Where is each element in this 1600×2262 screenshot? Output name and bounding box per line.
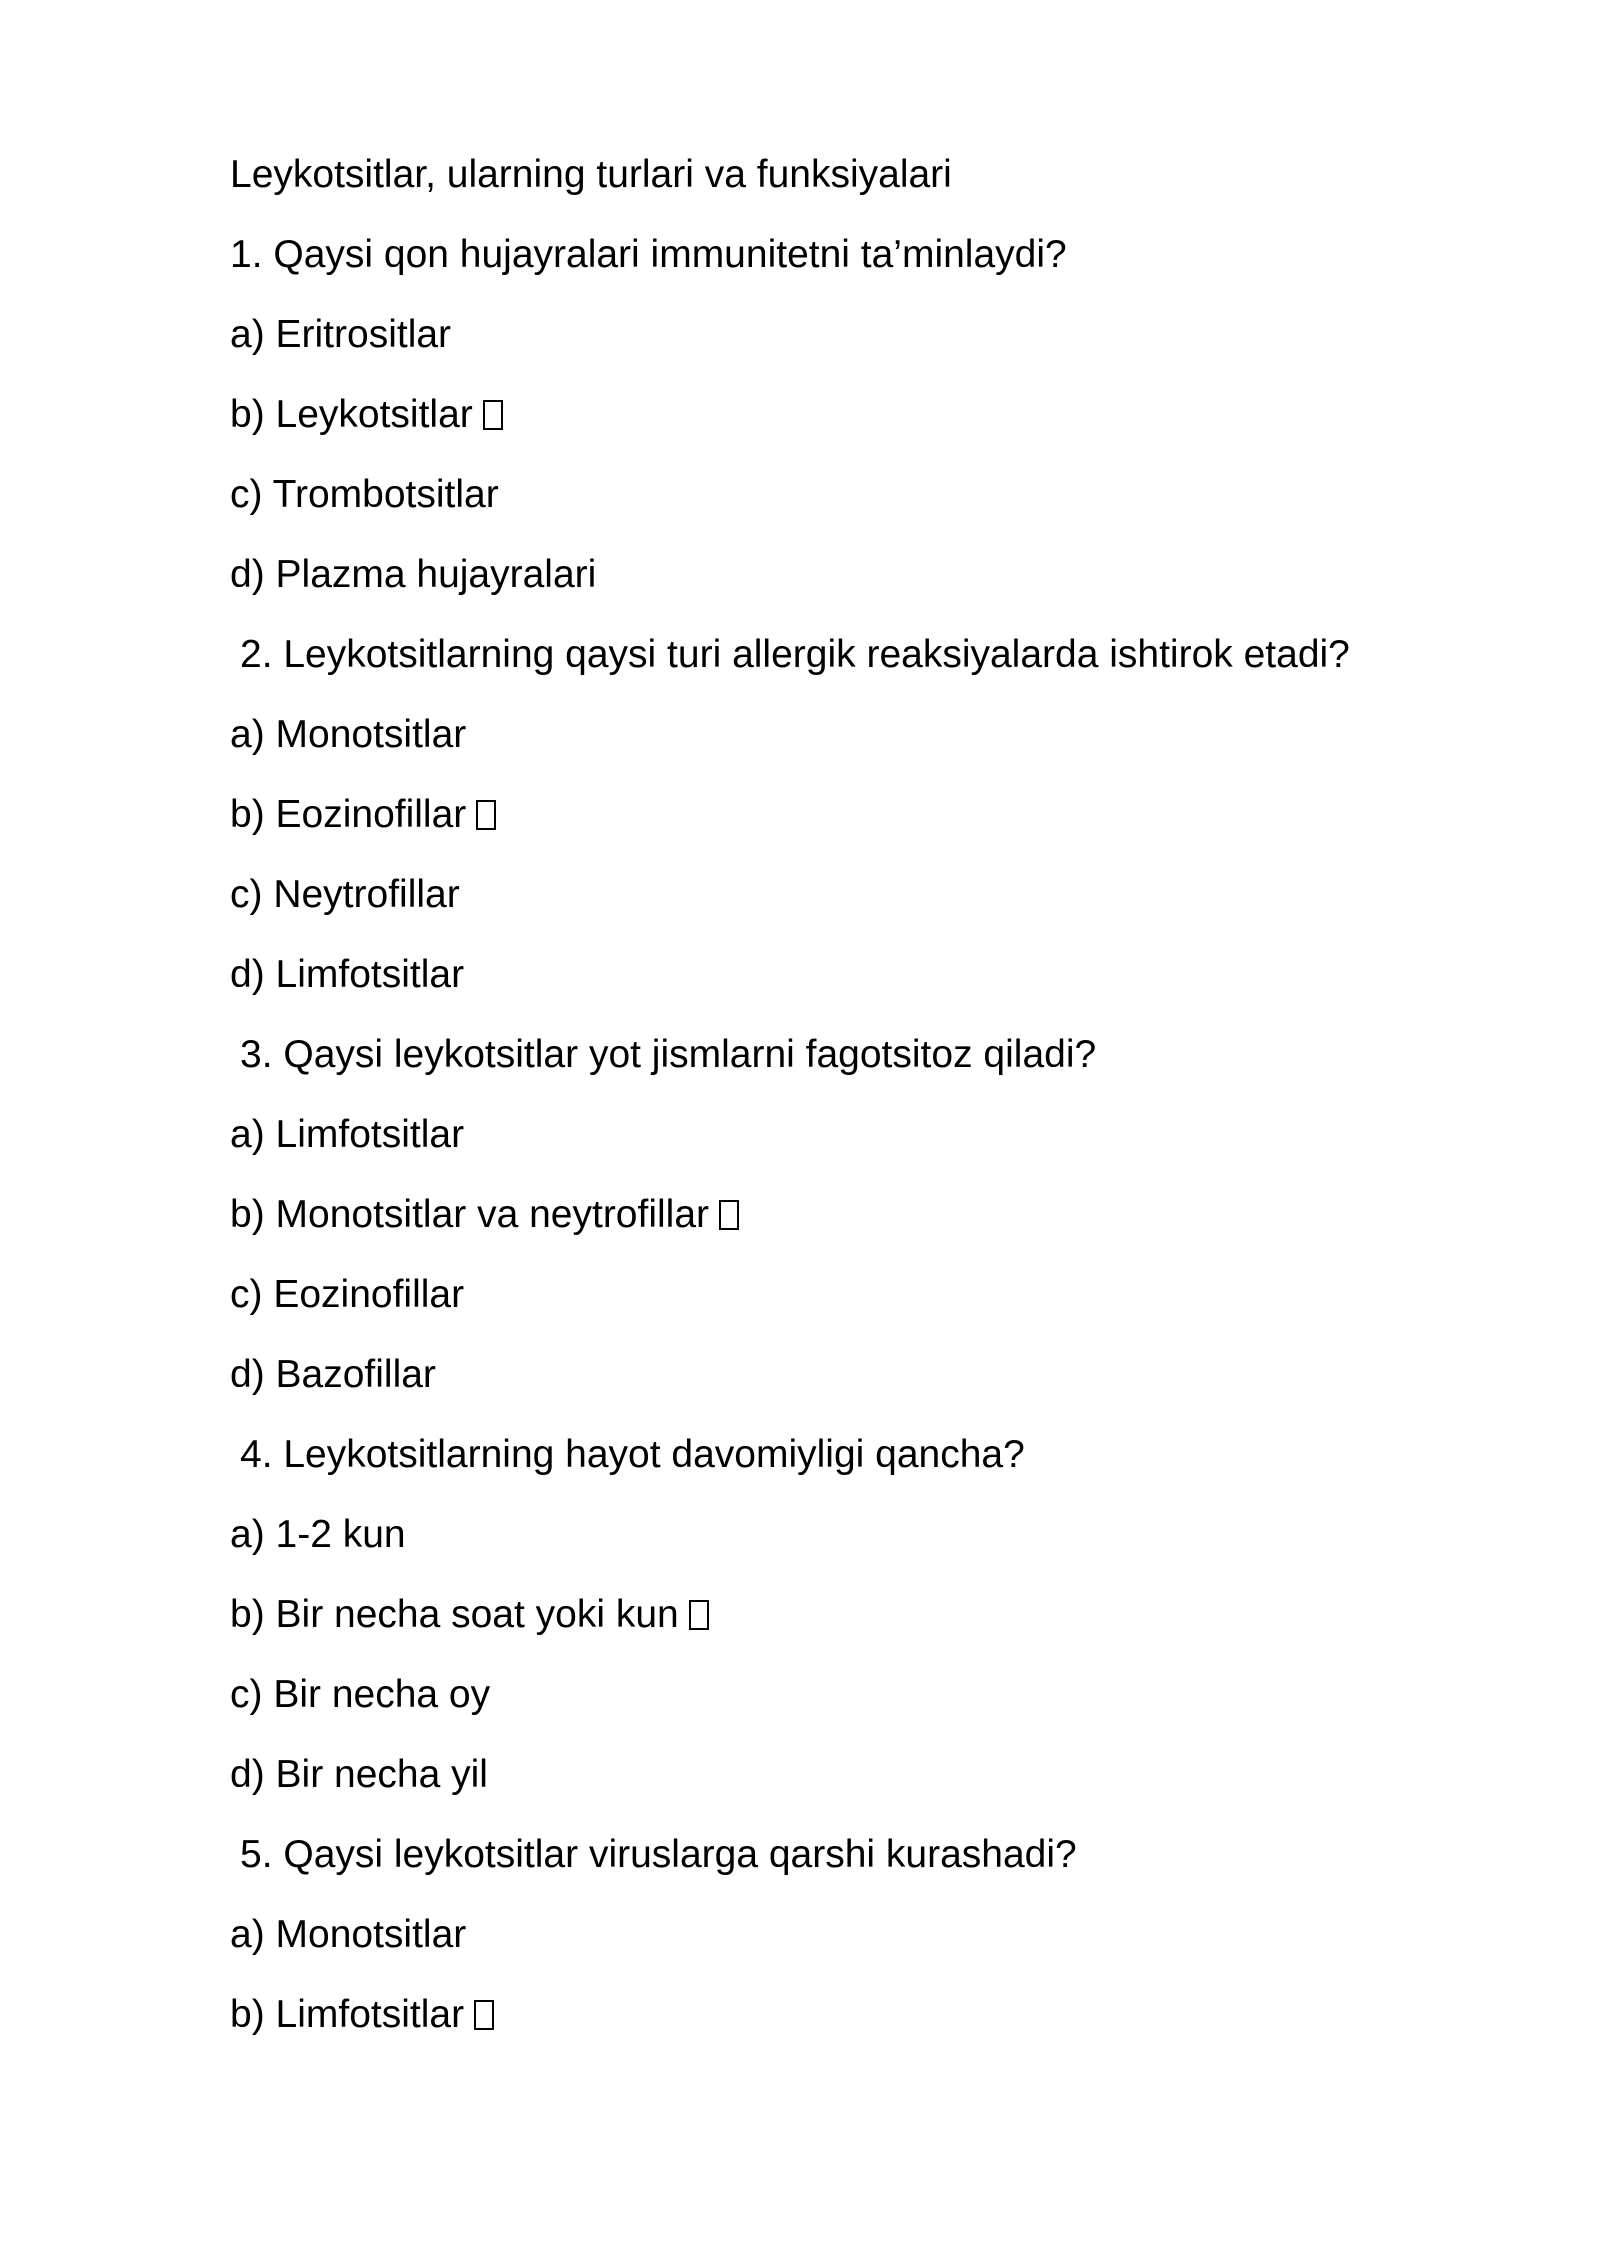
missing-glyph-box-icon bbox=[474, 2000, 494, 2030]
answer-option bbox=[230, 312, 1430, 358]
answer-option-correct bbox=[230, 1592, 1430, 1638]
missing-glyph-box-icon bbox=[719, 1200, 739, 1230]
option-label: d) Bir necha yil bbox=[230, 1753, 488, 1796]
answer-option bbox=[230, 1512, 1430, 1558]
document-content bbox=[230, 152, 1430, 2072]
question-block bbox=[230, 1432, 1430, 1798]
answer-option bbox=[230, 1352, 1430, 1398]
question-text: 2. Leykotsitlarning qaysi turi allergik reaksiyalarda ishtirok etadi? bbox=[240, 633, 1350, 676]
missing-glyph-box-icon bbox=[689, 1600, 709, 1630]
answer-option bbox=[230, 1672, 1430, 1718]
option-label: a) Monotsitlar bbox=[230, 713, 467, 756]
answer-option bbox=[230, 712, 1430, 758]
option-label: a) 1-2 kun bbox=[230, 1513, 406, 1556]
answer-option-correct bbox=[230, 1192, 1430, 1238]
missing-glyph-box-icon bbox=[483, 400, 503, 430]
question-text: 5. Qaysi leykotsitlar viruslarga qarshi kurashadi? bbox=[240, 1833, 1077, 1876]
question-block bbox=[230, 232, 1430, 598]
answer-option bbox=[230, 552, 1430, 598]
option-label: b) Eozinofillar bbox=[230, 793, 467, 836]
option-label: d) Limfotsitlar bbox=[230, 953, 465, 996]
option-label: b) Leykotsitlar bbox=[230, 393, 473, 436]
option-label: d) Plazma hujayralari bbox=[230, 553, 597, 596]
option-label: b) Monotsitlar va neytrofillar bbox=[230, 1193, 710, 1236]
answer-option bbox=[230, 472, 1430, 518]
question-text: 1. Qaysi qon hujayralari immunitetni ta’minlaydi? bbox=[230, 233, 1067, 276]
question-text: 3. Qaysi leykotsitlar yot jismlarni fagotsitoz qiladi? bbox=[240, 1033, 1097, 1076]
option-label: c) Trombotsitlar bbox=[230, 473, 499, 516]
answer-option bbox=[230, 872, 1430, 918]
document-title: Leykotsitlar, ularning turlari va funksiyalari bbox=[230, 153, 952, 196]
option-label: b) Bir necha soat yoki kun bbox=[230, 1593, 679, 1636]
option-label: b) Limfotsitlar bbox=[230, 1993, 465, 2036]
option-label: a) Monotsitlar bbox=[230, 1913, 467, 1956]
option-label: a) Eritrositlar bbox=[230, 313, 452, 356]
answer-option bbox=[230, 1912, 1430, 1958]
option-label: d) Bazofillar bbox=[230, 1353, 436, 1396]
question-block bbox=[230, 1832, 1430, 2038]
question-block bbox=[230, 632, 1430, 998]
answer-option-correct bbox=[230, 392, 1430, 438]
answer-option bbox=[230, 952, 1430, 998]
missing-glyph-box-icon bbox=[476, 800, 496, 830]
answer-option-correct bbox=[230, 1992, 1430, 2038]
answer-option bbox=[230, 1112, 1430, 1158]
option-label: c) Eozinofillar bbox=[230, 1273, 465, 1316]
option-label: a) Limfotsitlar bbox=[230, 1113, 465, 1156]
option-label: c) Bir necha oy bbox=[230, 1673, 491, 1716]
question-text: 4. Leykotsitlarning hayot davomiyligi qancha? bbox=[240, 1433, 1025, 1476]
answer-option-correct bbox=[230, 792, 1430, 838]
question-block bbox=[230, 1032, 1430, 1398]
answer-option bbox=[230, 1752, 1430, 1798]
option-label: c) Neytrofillar bbox=[230, 873, 460, 916]
answer-option bbox=[230, 1272, 1430, 1318]
